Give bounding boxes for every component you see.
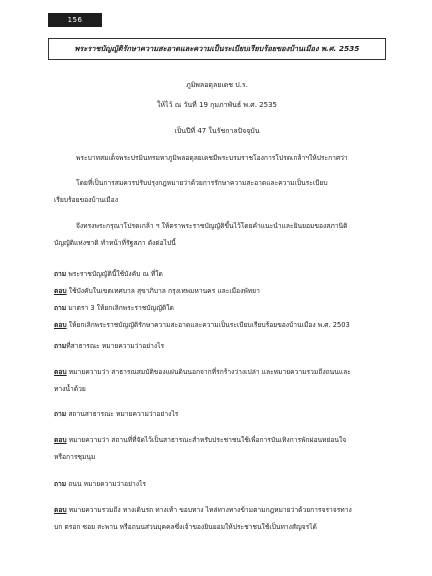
question-public-place [54,338,386,355]
answer-text-line2: หรือการชุมนุม [54,453,96,461]
qa-list [54,266,386,334]
answer-text-line1: หมายความรวมถึง ทางเดินรถ ทางเท้า ขอบทาง ไหล่ทางทางข้ามตามกฎหมายว่าด้วยการจราจรทาง [66,506,352,514]
qa-text: พระราชบัญญัตินี้ใช้บังคับ ณ ที่ใด [66,270,163,278]
question-public-venue [54,406,386,423]
qa-label: ตอบ [54,321,67,329]
preamble-text-1: พระบาทสมเด็จพระปรมินทรมหาภูมิพลอดุลยเดชมีพระบรมราชโองการโปรดเกล้าฯให้ประกาศว่า [76,154,348,162]
answer-road [54,502,386,536]
preamble-text-2a: โดยที่เป็นการสมควรปรับปรุงกฎหมายว่าด้วยการรักษาความสะอาดและความเป็นระเบียบ [76,179,328,187]
preamble-paragraph-1 [54,150,386,167]
qa-text: ให้ยกเลิกพระราชบัญญัติรักษาความสะอาดและความเป็นระเบียบเรียบร้อยของบ้านเมือง พ.ศ. 2503 [66,321,350,329]
preamble-paragraph-3 [54,218,386,252]
page-number: 156 [48,13,102,27]
qa-label: ตอบ [54,287,67,295]
preamble-text-2b: เรียบร้อยของบ้านเมือง [54,196,118,204]
qa-label: ถาม [54,270,67,278]
king-signature: ภูมิพลอดุลยเดช ป.ร. [186,81,248,89]
answer-label: ตอบ [54,368,67,376]
qa-item [54,266,386,283]
qa-item [54,283,386,300]
preamble-paragraph-2 [54,175,386,209]
qa-label: ถาม [54,304,67,312]
qa-text: มาตรา 3 ให้ยกเลิกพระราชบัญญัติใด [66,304,174,312]
question-label: ถาม [54,410,67,418]
answer-text-line1: หมายความว่า สถานที่ที่จัดไว้เป็นสาธารณะสำหรับประชาชนใช้เพื่อการบันเทิงการพักผ่อนหย่อนใจ [66,436,347,444]
question-label: ถาม [54,480,67,488]
question-road [54,476,386,493]
question-text: ถนน หมายความว่าอย่างไร [66,480,146,488]
answer-text-line1: หมายความว่า สาธารณสมบัติของแผ่นดินนอกจากที่รกร้างว่างเปล่า และหมายความรวมถึงถนนและ [66,368,351,376]
answer-text-line2: ทางน้ำด้วย [54,385,86,393]
answer-label: ตอบ [54,436,67,444]
qa-text: ใช้บังคับในเขตเทศบาล สุขาภิบาล กรุงเทพมหานคร และเมืองพัทยา [66,287,260,295]
question-text: สถานสาธารณะ หมายความว่าอย่างไร [66,410,179,418]
answer-public-place [54,364,386,398]
document-title: พระราชบัญญัติรักษาความสะอาดและความเป็นระเบียบเรียบร้อยของบ้านเมือง พ.ศ. 2535 [48,38,386,60]
given-date: ให้ไว้ ณ วันที่ 19 กุมภาพันธ์ พ.ศ. 2535 [157,101,277,109]
answer-label: ตอบ [54,506,67,514]
preamble-text-3a: จึงทรงพระกรุณาโปรดเกล้า ฯ ให้ตราพระราชบัญญัติขึ้นไว้โดยคำแนะนำและยินยอมของสภานิติ [76,222,348,230]
qa-item [54,317,386,334]
answer-public-venue [54,432,386,466]
preamble-text-3b: บัญญัติแห่งชาติ ทำหน้าที่รัฐสภา ดังต่อไปนี้ [54,239,176,247]
question-text: ที่สาธารณะ หมายความว่าอย่างไร [66,342,165,350]
reign-year: เป็นปีที่ 47 ในรัชกาลปัจจุบัน [174,127,260,135]
qa-item [54,300,386,317]
question-label: ถาม [54,342,67,350]
answer-text-line2: บก ตรอก ซอย สะพาน หรือถนนส่วนบุคคลซึ่งเจ้าของยินยอมให้ประชาชนใช้เป็นทางสัญจรได้ [54,523,317,531]
